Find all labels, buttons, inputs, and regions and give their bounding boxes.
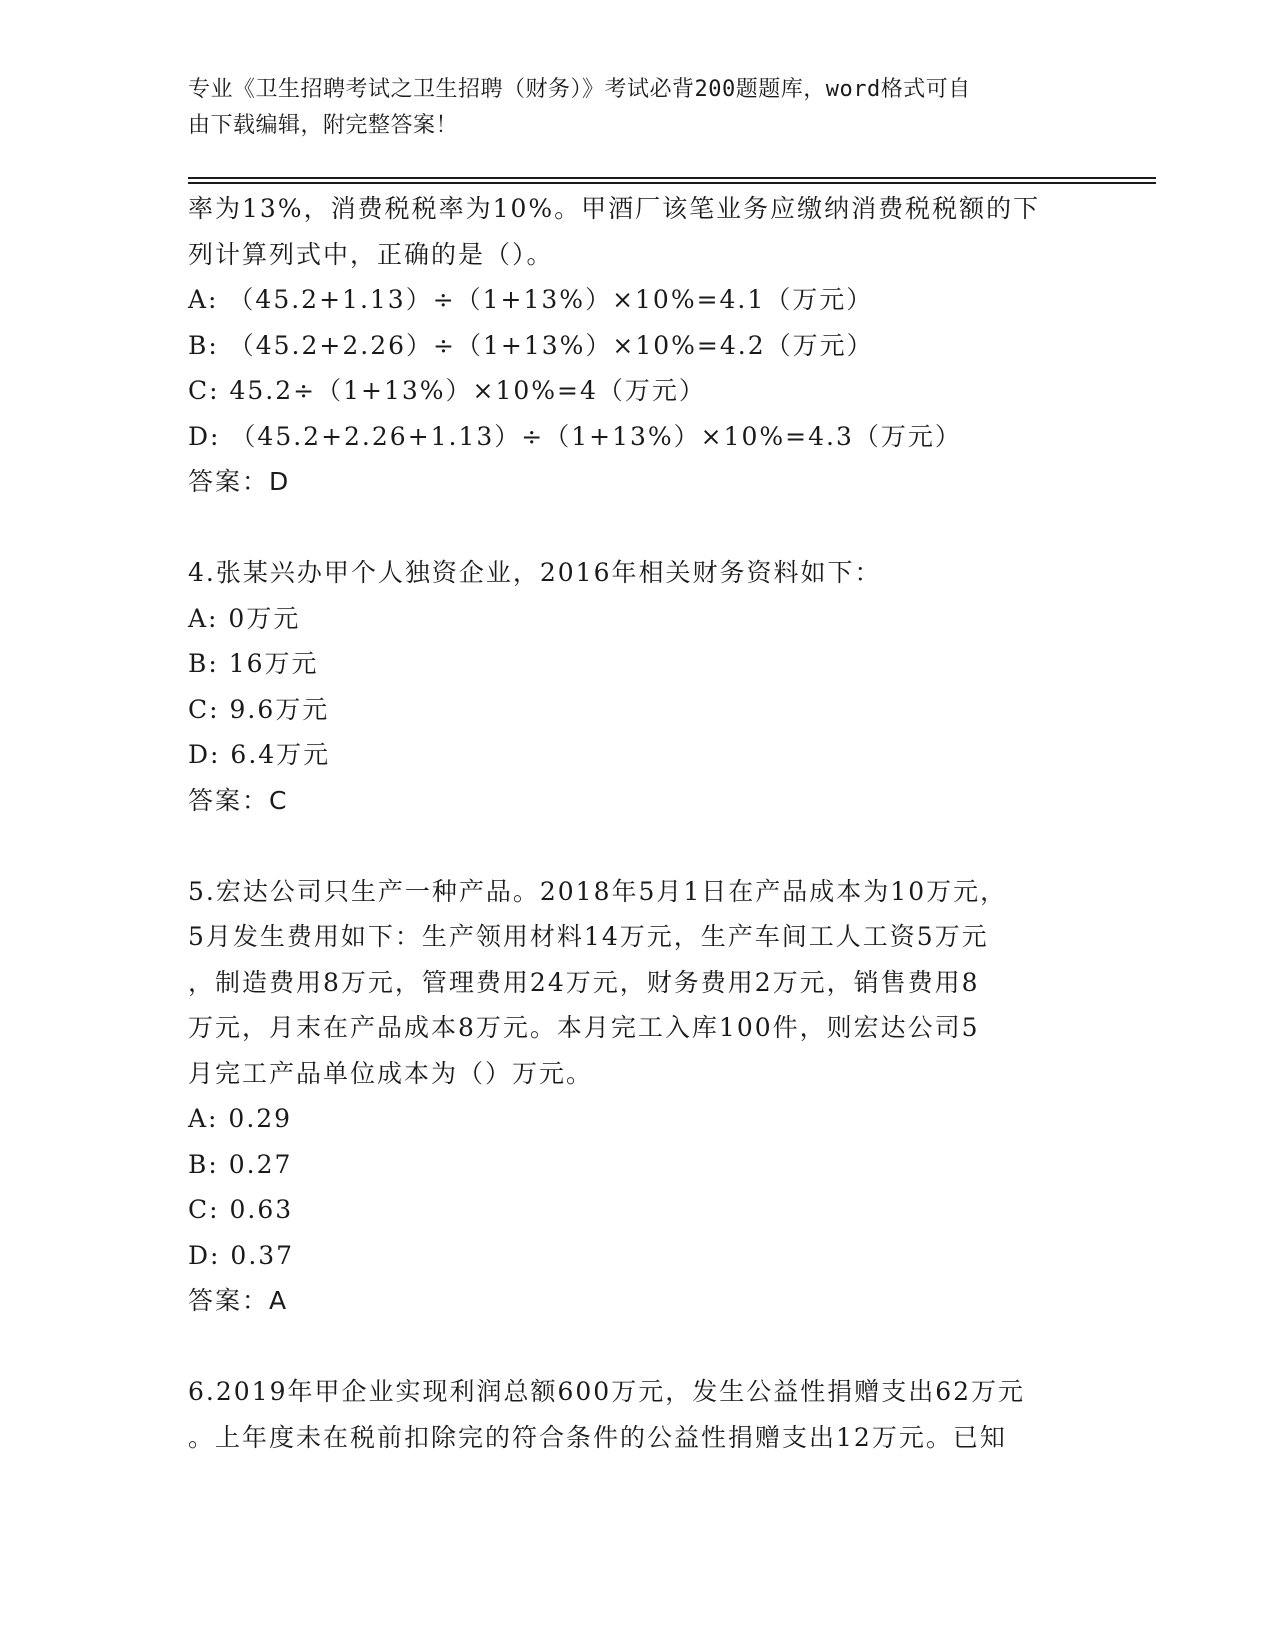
question-text-line: 6.2019年甲企业实现利润总额600万元，发生公益性捐赠支出62万元 [188,1377,1026,1406]
option-d: D: 0.37 [188,1240,295,1270]
question-text-line: 率为13%，消费税税率为10%。甲酒厂该笔业务应缴纳消费税税额的下 [188,194,1041,223]
question-6 [188,1369,1088,1460]
spacer [188,823,1088,869]
answer-label: 答案：D [188,467,291,496]
option-a: A: （45.2+1.13）÷（1+13%）×10%=4.1（万元） [188,285,874,314]
question-4 [188,550,1088,823]
option-d: D: 6.4万元 [188,740,331,769]
header-divider-top [188,177,1156,179]
question-3 [188,186,1088,505]
question-text-line: 列计算列式中，正确的是（）。 [188,239,554,269]
answer-label: 答案：A [188,1286,289,1315]
question-5 [188,869,1088,1324]
option-c: C: 9.6万元 [188,694,330,724]
question-text-line: 月完工产品单位成本为（）万元。 [188,1058,594,1088]
option-b: B: 16万元 [188,649,319,678]
document-header [188,72,1068,144]
option-b: B: 0.27 [188,1149,293,1179]
header-line-1: 专业《卫生招聘考试之卫生招聘（财务）》考试必背200题题库，word格式可自 [188,77,971,102]
question-content [188,186,1088,1460]
answer-label: 答案：C [188,785,289,815]
option-d: D: （45.2+2.26+1.13）÷（1+13%）×10%=4.3（万元） [188,421,962,451]
question-text-line: 万元，月末在产品成本8万元。本月完工入库100件，则宏达公司5 [188,1013,980,1042]
option-c: C: 0.63 [188,1195,294,1224]
spacer [188,1324,1088,1370]
header-line-2: 由下载编辑，附完整答案！ [188,113,459,138]
header-divider-bottom [188,182,1156,184]
option-a: A: 0.29 [188,1104,293,1133]
option-a: A: 0万元 [188,603,301,633]
spacer [188,505,1088,551]
option-b: B: （45.2+2.26）÷（1+13%）×10%=4.2（万元） [188,330,874,360]
question-text-line: ，制造费用8万元，管理费用24万元，财务费用2万元，销售费用8 [188,967,980,997]
option-c: C: 45.2÷（1+13%）×10%=4（万元） [188,376,706,405]
question-text-line: 5.宏达公司只生产一种产品。2018年5月1日在产品成本为10万元， [188,876,1008,906]
question-text-line: 4.张某兴办甲个人独资企业，2016年相关财务资料如下： [188,558,882,587]
question-text-line: 5月发生费用如下：生产领用材料14万元，生产车间工人工资5万元 [188,922,989,951]
question-text-line: 。上年度未在税前扣除完的符合条件的公益性捐赠支出12万元。已知 [188,1422,1007,1452]
